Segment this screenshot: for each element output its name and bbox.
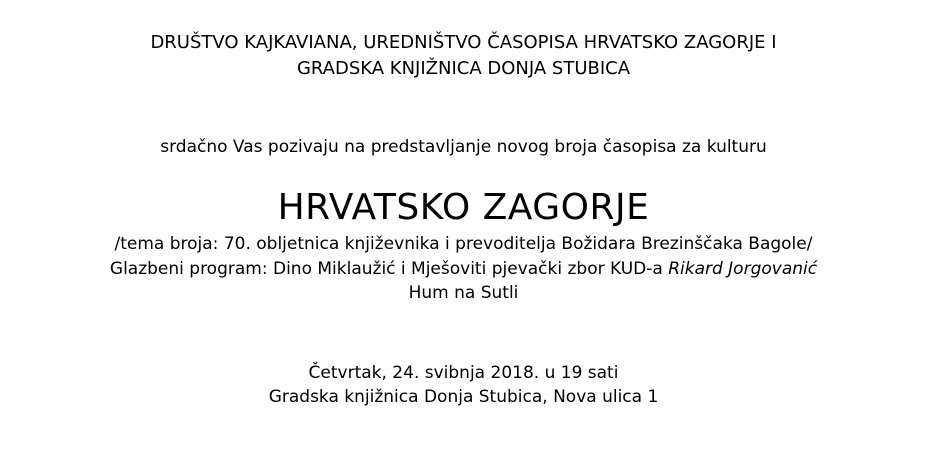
choir-name: Rikard Jorgovanić bbox=[668, 259, 818, 279]
issue-theme: /tema broja: 70. obljetnica književnika i prevoditelja Božidara Brezinščaka Bagole/ bbox=[114, 234, 813, 254]
choir-place: Hum na Sutli bbox=[408, 283, 519, 303]
organizers-line-1: DRUŠTVO KAJKAVIANA, UREDNIŠTVO ČASOPISA HRVATSKO ZAGORJE I bbox=[150, 32, 777, 53]
magazine-title: HRVATSKO ZAGORJE bbox=[277, 187, 650, 228]
event-location: Gradska knjižnica Donja Stubica, Nova ulica 1 bbox=[268, 387, 659, 407]
organizers-line-2: GRADSKA KNJIŽNICA DONJA STUBICA bbox=[296, 58, 631, 79]
music-program-text: Glazbeni program: Dino Miklaužić i Mješoviti pjevački zbor KUD-a bbox=[109, 259, 669, 279]
invitation-text: srdačno Vas pozivaju na predstavljanje novog broja časopisa za kulturu bbox=[160, 137, 767, 157]
event-datetime: Četvrtak, 24. svibnja 2018. u 19 sati bbox=[308, 363, 619, 383]
music-program bbox=[0, 259, 927, 279]
